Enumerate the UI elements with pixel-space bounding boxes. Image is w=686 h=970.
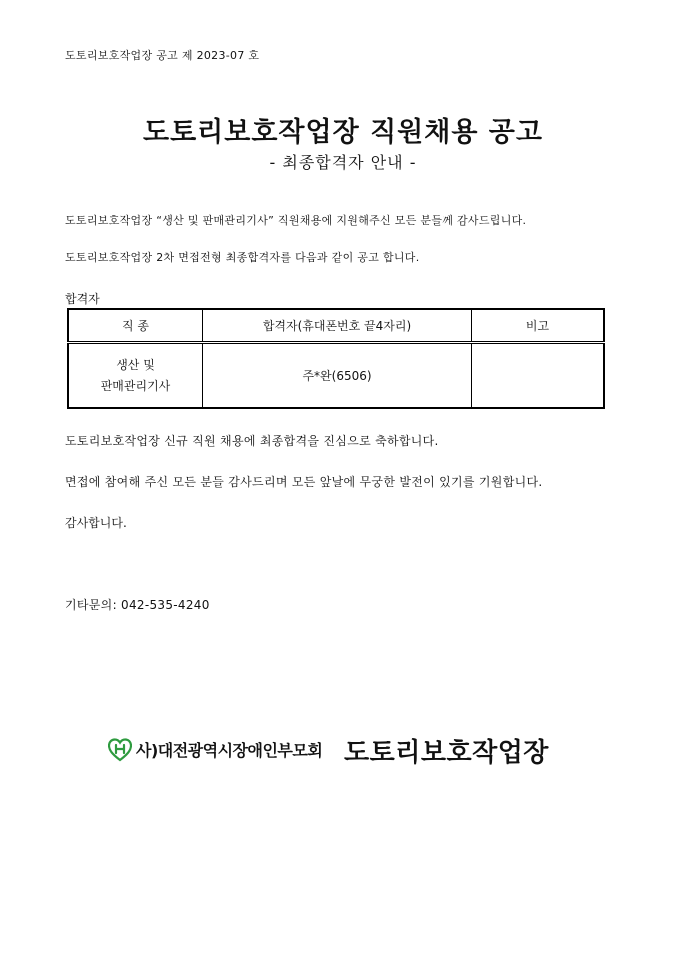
announce-paragraph: 도토리보호작업장 2차 면접전형 최종합격자를 다음과 같이 공고 합니다. (65, 251, 420, 264)
job-line-2: 판매관리기사 (100, 379, 171, 394)
parent-organization: 사)대전광역시장애인부모회 (136, 741, 323, 760)
organization-name: 도토리보호작업장 (344, 738, 549, 768)
page-subtitle: - 최종합격자 안내 - (269, 153, 417, 172)
page-title: 도토리보호작업장 직원채용 공고 (143, 117, 543, 148)
cell-candidate: 주*완(6506) (203, 342, 472, 408)
congrats-paragraph: 도토리보호작업장 신규 직원 채용에 최종합격을 진심으로 축하합니다. (65, 434, 439, 448)
contact-info: 기타문의: 042-535-4240 (65, 598, 210, 612)
notice-number: 도토리보호작업장 공고 제 2023-07 호 (65, 49, 260, 62)
header-candidate: 합격자(휴대폰번호 끝4자리) (203, 309, 472, 342)
header-job: 직 종 (68, 309, 203, 342)
header-note: 비고 (472, 309, 605, 342)
table-label: 합격자 (65, 292, 100, 306)
cell-job (68, 342, 203, 408)
table-header-row (68, 309, 604, 342)
sign-off: 감사합니다. (65, 516, 127, 530)
heart-logo-icon (108, 738, 132, 762)
cell-note (472, 342, 605, 408)
intro-paragraph: 도토리보호작업장 “생산 및 판매관리기사” 직원채용에 지원해주신 모든 분들께 감사드립니다. (65, 214, 527, 227)
job-line-1: 생산 및 (116, 358, 155, 373)
thanks-paragraph: 면접에 참여해 주신 모든 분들 감사드리며 모든 앞날에 무궁한 발전이 있기를 기원합니다. (65, 475, 543, 489)
table-row (68, 342, 604, 408)
result-table (67, 308, 605, 409)
